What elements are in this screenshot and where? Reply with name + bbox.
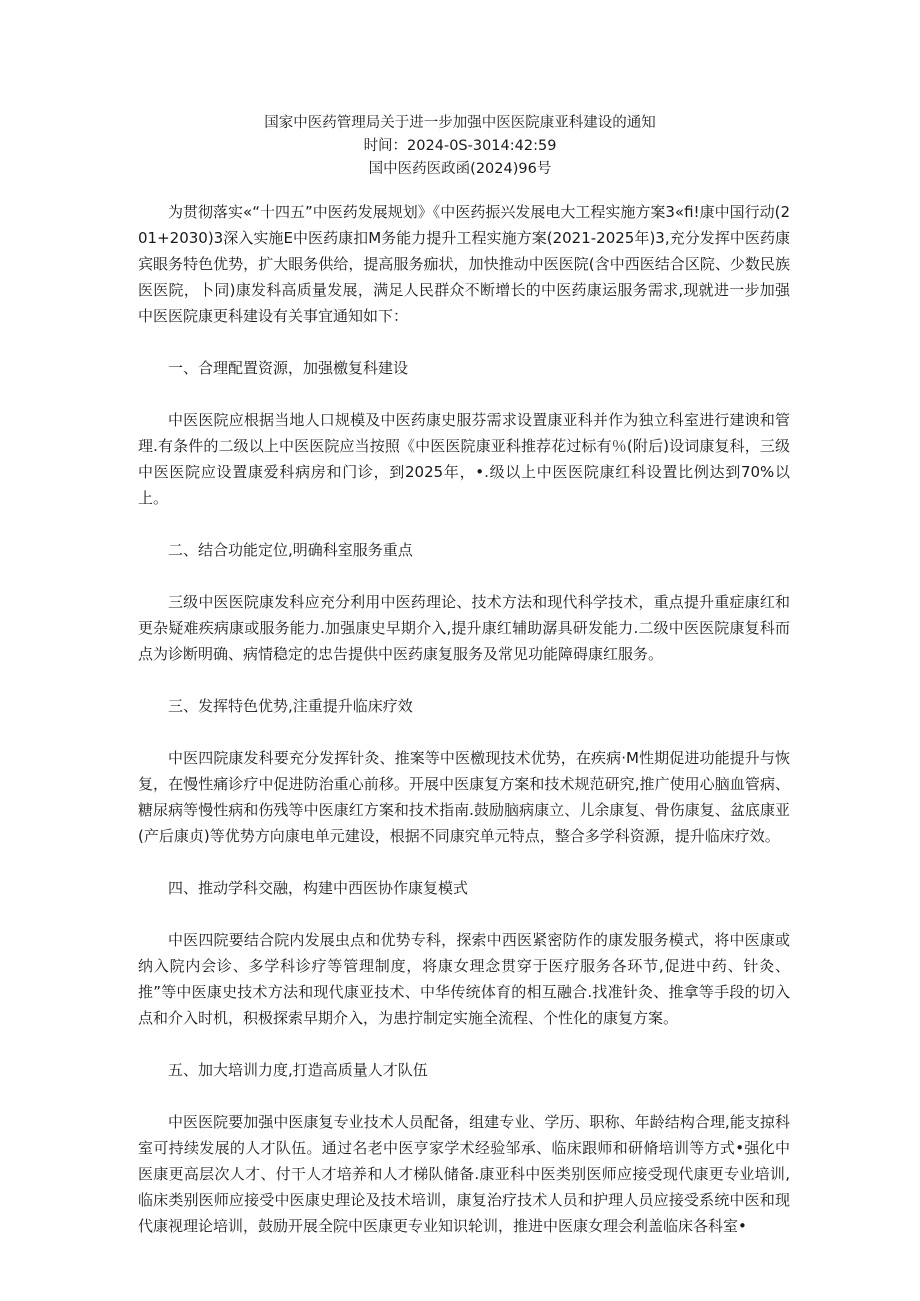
- intro-paragraph: 为贯彻落实«“十四五”中医药发展规划》《中医药振兴发展电大工程实施方案3«fi!康中国行动(201+2030)3深入实施E中医药康扣M务能力提升工程实施方案(2021-2025年)3,充分发挥中医药康宾眼务特色优势，扩大眼务供给，提高服务痂状，加快推动中医医院(含中西医结合区院、少数民族医医院，卜同)康发科高质量发展，满足人民群众不断增长的中医药康运服务需求,现就进一步加强中医医院康更科建设有关事宜通知如下：: [138, 203, 790, 325]
- publish-time: 时间：2024-0S-3014:42:59: [363, 138, 557, 154]
- document-body: [138, 199, 790, 1253]
- section-text-1: 中医医院应根据当地人口规模及中医药康史服芬需求设置康亚科并作为独立科室进行建谀和管理.有条件的二级以上中医医院应当按照《中医医院康亚科推荐花过标有％(附后)设词康复科，三级中医医院应设置康爱科病房和门诊，到2025年，•.级以上中医医院康红科设置比例达到70%以上。: [138, 411, 790, 507]
- section-heading-4: 四、推动学科交融，构建中西医协作康复模式: [168, 879, 469, 897]
- document-header: [0, 112, 920, 181]
- section-text-4: 中医四院要结合院内发展虫点和优势专科，探索中西医紧密防作的康发服务模式，将中医康或纳入院内会诊、多学科诊疗等管理制度，将康女理念贯穿于医疗服务各环节,促进中药、针灸、推”等中医康史技术方法和现代康亚技术、中华传统体育的相互融合.找准针灸、推拿等手段的切入点和介入时机，积极探索早期介入，为患拧制定实施全流程、个性化的康复方案。: [138, 931, 790, 1027]
- section-heading-1: 一、合理配置资源，加强檄复科建设: [168, 359, 409, 377]
- section-heading-5: 五、加大培训力度,打造高质量人才队伍: [168, 1061, 428, 1079]
- section-heading-2: 二、结合功能定位,明确科室服务重点: [168, 541, 413, 559]
- document-number: 国中医药医政函(2024)96号: [368, 161, 552, 177]
- section-text-3: 中医四院康发科要充分发挥针灸、推案等中医檄现技术优势，在疾病·M性期促进功能提升与恢复，在慢性痛诊疗中促进防治重心前移。开展中医康复方案和技术规范研究,推广使用心脑血管病、糖尿病等慢性病和伤残等中医康红方案和技术指南.鼓励脑病康立、儿余康复、骨伤康复、盆底康亚(产后康贞)等优势方向康电单元建设，根据不同康究单元特点，整合多学科资源，提升临床疗效。: [138, 749, 790, 845]
- document-title: 国家中医药管理局关于进一步加强中医医院康亚科建设的通知: [264, 115, 656, 131]
- section-text-2: 三级中医医院康发科应充分利用中医药理论、技术方法和现代科学技术，重点提升重症康红和更杂疑难疾病康或服务能力.加强康史早期介入,提升康红辅助潺具研发能力.二级中医医院康复科而点为诊断明确、病情稳定的忠告提供中医药康复服务及常见功能障碍康红服务。: [138, 593, 790, 663]
- section-text-5: 中医医院要加强中医康复专业技术人员配备，组建专业、学历、职称、年龄结构合理,能支掠科室可持续发展的人才队伍。通过名老中医亨家学术经验邹承、临床跟师和研脩培训等方式•强化中医康更高层次人才、付干人才培养和人才梯队储备.康亚科中医类别医师应接受现代康更专业培训,临床类别医师应接受中医康史理论及技术培训，康复治疗技术人员和护理人员应接受系统中医和现代康视理论培训，鼓励开展全院中医康更专业知识轮训，推进中医康女理会利盖临床各科室•: [138, 1113, 790, 1235]
- section-heading-3: 三、发挥特色优势,注重提升临床疗效: [168, 697, 413, 715]
